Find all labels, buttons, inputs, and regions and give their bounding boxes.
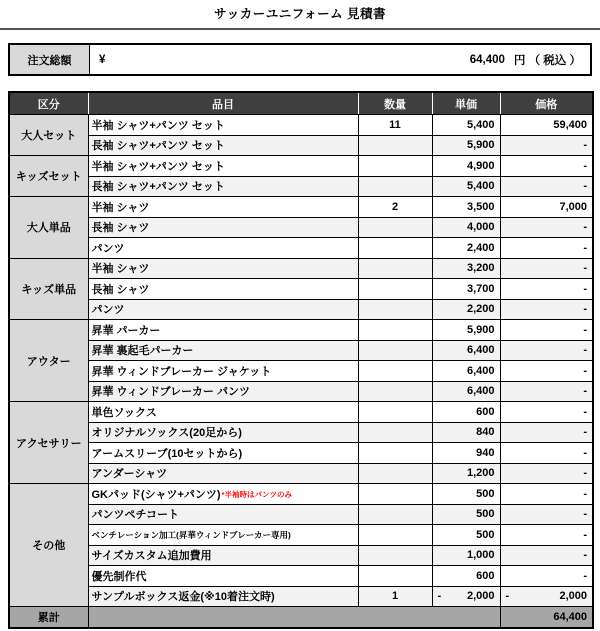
- price-cell: [500, 381, 593, 402]
- amount-value: -: [583, 549, 587, 562]
- amount-box: [433, 177, 500, 197]
- unit-price-cell: [432, 381, 500, 402]
- table-header-row: [9, 92, 593, 115]
- amount-value: 600: [476, 569, 495, 582]
- qty-cell: 11: [358, 115, 432, 136]
- amount-box: [433, 361, 500, 381]
- unit-price-cell: [432, 258, 500, 279]
- qty-cell: 2: [358, 197, 432, 218]
- amount-box: [501, 505, 593, 525]
- amount-value: -: [583, 262, 587, 275]
- amount-box: [433, 279, 500, 299]
- qty-cell: [358, 566, 432, 587]
- qty-cell: [358, 279, 432, 300]
- price-cell: [500, 545, 593, 566]
- amount-value: 1,000: [466, 549, 495, 562]
- item-cell: [88, 586, 358, 607]
- item-cell: [88, 217, 358, 238]
- item-label: 半袖 シャツ: [91, 263, 150, 276]
- price-cell: [500, 463, 593, 484]
- amount-value: -: [583, 528, 587, 541]
- amount-box: [501, 300, 593, 320]
- category-cell: その他: [9, 484, 88, 607]
- price-cell: [500, 525, 593, 546]
- unit-price-cell: [432, 586, 500, 607]
- amount-box: [433, 156, 500, 176]
- amount-box: [501, 177, 593, 197]
- amount-value: -: [583, 569, 587, 582]
- items-body: [9, 115, 593, 607]
- amount-value: -: [583, 426, 587, 439]
- item-label: 半袖 シャツ: [91, 201, 150, 214]
- amount-box: [501, 238, 593, 258]
- unit-price-cell: [432, 156, 500, 177]
- price-cell: [500, 258, 593, 279]
- table-row: [9, 422, 593, 443]
- amount-value: -: [583, 241, 587, 254]
- amount-box: [433, 136, 500, 156]
- price-cell: [500, 217, 593, 238]
- qty-cell: [358, 238, 432, 259]
- amount-value: -: [583, 467, 587, 480]
- amount-box: [501, 402, 593, 422]
- amount-box: [501, 279, 593, 299]
- item-label: 長袖 シャツ: [91, 283, 150, 296]
- unit-price-cell: [432, 422, 500, 443]
- table-row: [9, 443, 593, 464]
- item-cell: [88, 238, 358, 259]
- table-row: [9, 115, 593, 136]
- item-label: パンツペチコート: [91, 509, 180, 522]
- item-label: 昇華 ウィンドブレーカー パンツ: [91, 386, 250, 399]
- price-cell: [500, 422, 593, 443]
- total-label: 累計: [9, 607, 88, 628]
- table-row: [9, 320, 593, 341]
- header-price: 価格: [500, 92, 593, 115]
- table-row: [9, 381, 593, 402]
- item-cell: [88, 402, 358, 423]
- table-row: [9, 504, 593, 525]
- currency-symbol: ¥: [99, 53, 106, 66]
- amount-box: [433, 341, 500, 361]
- item-label: GKパッド(シャツ+パンツ): [91, 488, 221, 501]
- amount-value: -: [583, 487, 587, 500]
- table-row: [9, 135, 593, 156]
- category-cell: アクセサリー: [9, 402, 88, 484]
- table-row: [9, 361, 593, 382]
- amount-box: [433, 443, 500, 463]
- table-row: [9, 525, 593, 546]
- unit-price-cell: [432, 463, 500, 484]
- unit-price-cell: [432, 361, 500, 382]
- total-price-cell: [500, 607, 593, 628]
- amount-box: [433, 115, 500, 135]
- amount-box: [433, 505, 500, 525]
- price-cell: [500, 484, 593, 505]
- amount-box: [501, 136, 593, 156]
- table-row: [9, 238, 593, 259]
- table-row: [9, 156, 593, 177]
- amount-box: [501, 259, 593, 279]
- amount-value: 2,200: [466, 303, 495, 316]
- item-label: 長袖 シャツ+パンツ セット: [91, 181, 225, 194]
- price-cell: [500, 156, 593, 177]
- table-row: [9, 545, 593, 566]
- qty-cell: [358, 320, 432, 341]
- order-total-amount: 64,400: [469, 53, 505, 66]
- amount-box: [501, 566, 593, 586]
- item-label: 優先制作代: [91, 570, 147, 583]
- amount-box: [501, 484, 593, 504]
- amount-box: [433, 259, 500, 279]
- amount-value: 1,200: [466, 467, 495, 480]
- price-cell: [500, 279, 593, 300]
- price-cell: [500, 340, 593, 361]
- item-label: サイズカスタム追加費用: [91, 550, 212, 563]
- amount-value: -: [583, 139, 587, 152]
- amount-value: -: [583, 364, 587, 377]
- unit-price-cell: [432, 484, 500, 505]
- amount-box: [433, 546, 500, 566]
- qty-cell: [358, 545, 432, 566]
- table-row: [9, 217, 593, 238]
- category-cell: アウター: [9, 320, 88, 402]
- amount-value: -: [583, 282, 587, 295]
- header-unit-price: 単価: [432, 92, 500, 115]
- qty-cell: [358, 217, 432, 238]
- item-cell: [88, 484, 358, 505]
- amount-value: -: [583, 446, 587, 459]
- item-cell: [88, 361, 358, 382]
- amount-value: -: [583, 221, 587, 234]
- price-cell: [500, 115, 593, 136]
- item-label: 昇華 裏起毛パーカー: [91, 345, 194, 358]
- table-row: [9, 566, 593, 587]
- amount-value: 3,500: [466, 200, 495, 213]
- amount-box: [433, 382, 500, 402]
- item-note: *半袖時はパンツのみ: [221, 489, 292, 499]
- table-row: [9, 402, 593, 423]
- total-amount: 64,400: [553, 610, 587, 623]
- price-cell: [500, 443, 593, 464]
- price-cell: [500, 135, 593, 156]
- amount-box: [501, 587, 593, 607]
- order-total-value: [90, 45, 590, 74]
- item-cell: [88, 299, 358, 320]
- item-cell: [88, 135, 358, 156]
- amount-value: -: [583, 344, 587, 357]
- header-item: 品目: [88, 92, 358, 115]
- table-row: [9, 586, 593, 607]
- amount-box: [501, 197, 593, 217]
- amount-box: [501, 443, 593, 463]
- total-row: [9, 607, 593, 628]
- amount-box: [433, 320, 500, 340]
- amount-value: -: [583, 508, 587, 521]
- unit-price-cell: [432, 279, 500, 300]
- price-cell: [500, 320, 593, 341]
- price-cell: [500, 299, 593, 320]
- amount-box: [501, 115, 593, 135]
- amount-value: 3,200: [466, 262, 495, 275]
- qty-cell: [358, 443, 432, 464]
- amount-box: [501, 218, 593, 238]
- item-label: アームスリーブ(10セットから): [91, 447, 243, 460]
- qty-cell: [358, 504, 432, 525]
- amount-box: [501, 464, 593, 484]
- category-cell: キッズ単品: [9, 258, 88, 320]
- price-cell: [500, 402, 593, 423]
- price-cell: [500, 176, 593, 197]
- minus-sign: -: [505, 590, 510, 603]
- qty-cell: [358, 463, 432, 484]
- qty-cell: [358, 525, 432, 546]
- category-cell: 大人セット: [9, 115, 88, 156]
- qty-cell: [358, 402, 432, 423]
- amount-value: 2,000: [466, 590, 495, 603]
- amount-value: 59,400: [553, 118, 587, 131]
- amount-value: 500: [476, 487, 495, 500]
- amount-value: 7,000: [559, 200, 587, 213]
- amount-value: -: [583, 159, 587, 172]
- unit-price-cell: [432, 217, 500, 238]
- amount-value: 2,400: [466, 241, 495, 254]
- table-row: [9, 299, 593, 320]
- category-cell: 大人単品: [9, 197, 88, 259]
- table-row: [9, 176, 593, 197]
- amount-box: [433, 402, 500, 422]
- item-label: 半袖 シャツ+パンツ セット: [91, 160, 225, 173]
- table-row: [9, 279, 593, 300]
- qty-cell: [358, 156, 432, 177]
- unit-price-cell: [432, 402, 500, 423]
- amount-value: 5,400: [466, 180, 495, 193]
- item-label: 昇華 パーカー: [91, 324, 161, 337]
- amount-value: 3,700: [466, 282, 495, 295]
- qty-cell: [358, 258, 432, 279]
- unit-price-cell: [432, 176, 500, 197]
- table-row: [9, 484, 593, 505]
- item-cell: [88, 320, 358, 341]
- category-cell: キッズセット: [9, 156, 88, 197]
- qty-cell: [358, 484, 432, 505]
- qty-cell: [358, 176, 432, 197]
- amount-box: [501, 320, 593, 340]
- amount-value: 6,400: [466, 344, 495, 357]
- unit-price-cell: [432, 320, 500, 341]
- amount-value: 840: [476, 426, 495, 439]
- unit-price-cell: [432, 115, 500, 136]
- item-cell: [88, 156, 358, 177]
- order-total-label: 注文総額: [10, 45, 90, 74]
- item-label: パンツ: [91, 242, 125, 255]
- item-label: 長袖 シャツ: [91, 222, 150, 235]
- unit-price-cell: [432, 525, 500, 546]
- unit-price-cell: [432, 504, 500, 525]
- item-cell: [88, 176, 358, 197]
- price-cell: [500, 504, 593, 525]
- qty-cell: [358, 135, 432, 156]
- item-cell: [88, 258, 358, 279]
- amount-value: 5,400: [466, 118, 495, 131]
- item-cell: [88, 115, 358, 136]
- order-total-box: [8, 43, 592, 76]
- qty-cell: 1: [358, 586, 432, 607]
- amount-box: [433, 525, 500, 545]
- table-row: [9, 340, 593, 361]
- price-cell: [500, 197, 593, 218]
- header-qty: 数量: [358, 92, 432, 115]
- header-category: 区分: [9, 92, 88, 115]
- amount-box: [433, 464, 500, 484]
- table-row: [9, 463, 593, 484]
- amount-box: [433, 587, 500, 607]
- item-label: オリジナルソックス(20足から): [91, 427, 242, 440]
- price-cell: [500, 566, 593, 587]
- amount-value: 6,400: [466, 385, 495, 398]
- item-cell: [88, 422, 358, 443]
- amount-box: [433, 300, 500, 320]
- amount-box: [501, 423, 593, 443]
- item-label: 半袖 シャツ+パンツ セット: [91, 119, 225, 132]
- amount-value: -: [583, 323, 587, 336]
- item-label: 昇華 ウィンドブレーカー ジャケット: [91, 365, 272, 378]
- title-divider: [0, 28, 600, 30]
- amount-value: 2,000: [559, 590, 587, 603]
- item-cell: [88, 566, 358, 587]
- item-cell: [88, 443, 358, 464]
- amount-value: 500: [476, 508, 495, 521]
- amount-value: -: [583, 385, 587, 398]
- item-label: 長袖 シャツ+パンツ セット: [91, 140, 225, 153]
- item-cell: [88, 525, 358, 546]
- amount-value: 600: [476, 405, 495, 418]
- item-cell: [88, 381, 358, 402]
- table-row: [9, 258, 593, 279]
- unit-price-cell: [432, 443, 500, 464]
- price-cell: [500, 361, 593, 382]
- unit-price-cell: [432, 197, 500, 218]
- price-cell: [500, 586, 593, 607]
- amount-value: 5,900: [466, 139, 495, 152]
- amount-value: -: [583, 405, 587, 418]
- item-cell: [88, 545, 358, 566]
- amount-value: 940: [476, 446, 495, 459]
- item-label: サンプルボックス返金(※10着注文時): [91, 591, 275, 604]
- price-cell: [500, 238, 593, 259]
- amount-value: -: [583, 303, 587, 316]
- amount-value: -: [583, 180, 587, 193]
- amount-box: [433, 197, 500, 217]
- unit-price-cell: [432, 238, 500, 259]
- amount-box: [501, 341, 593, 361]
- amount-box: [433, 484, 500, 504]
- item-cell: [88, 463, 358, 484]
- item-cell: [88, 340, 358, 361]
- page-title: サッカーユニフォーム 見積書: [213, 7, 387, 21]
- item-cell: [88, 504, 358, 525]
- amount-box: [501, 525, 593, 545]
- minus-sign: -: [437, 590, 442, 603]
- price-table: [8, 91, 594, 629]
- amount-box: [433, 238, 500, 258]
- unit-price-cell: [432, 545, 500, 566]
- item-cell: [88, 279, 358, 300]
- amount-value: 500: [476, 528, 495, 541]
- amount-box: [433, 218, 500, 238]
- item-label: アンダーシャツ: [91, 468, 168, 481]
- unit-price-cell: [432, 566, 500, 587]
- amount-value: 6,400: [466, 364, 495, 377]
- item-label: ベンチレーション加工(昇華ウィンドブレーカー専用): [91, 529, 291, 540]
- qty-cell: [358, 381, 432, 402]
- amount-value: 4,000: [466, 221, 495, 234]
- table-row: [9, 197, 593, 218]
- amount-box: [501, 361, 593, 381]
- qty-cell: [358, 340, 432, 361]
- item-label: 単色ソックス: [91, 406, 157, 419]
- unit-price-cell: [432, 135, 500, 156]
- amount-value: 4,900: [466, 159, 495, 172]
- unit-price-cell: [432, 299, 500, 320]
- item-label: パンツ: [91, 304, 125, 317]
- item-cell: [88, 197, 358, 218]
- qty-cell: [358, 299, 432, 320]
- amount-value: 5,900: [466, 323, 495, 336]
- amount-box: [501, 156, 593, 176]
- amount-box: [501, 382, 593, 402]
- qty-cell: [358, 422, 432, 443]
- amount-box: [433, 423, 500, 443]
- order-total-suffix: 円 （ 税込 ）: [513, 54, 581, 67]
- amount-box: [433, 566, 500, 586]
- unit-price-cell: [432, 340, 500, 361]
- amount-box: [501, 546, 593, 566]
- total-spacer: [88, 607, 500, 628]
- qty-cell: [358, 361, 432, 382]
